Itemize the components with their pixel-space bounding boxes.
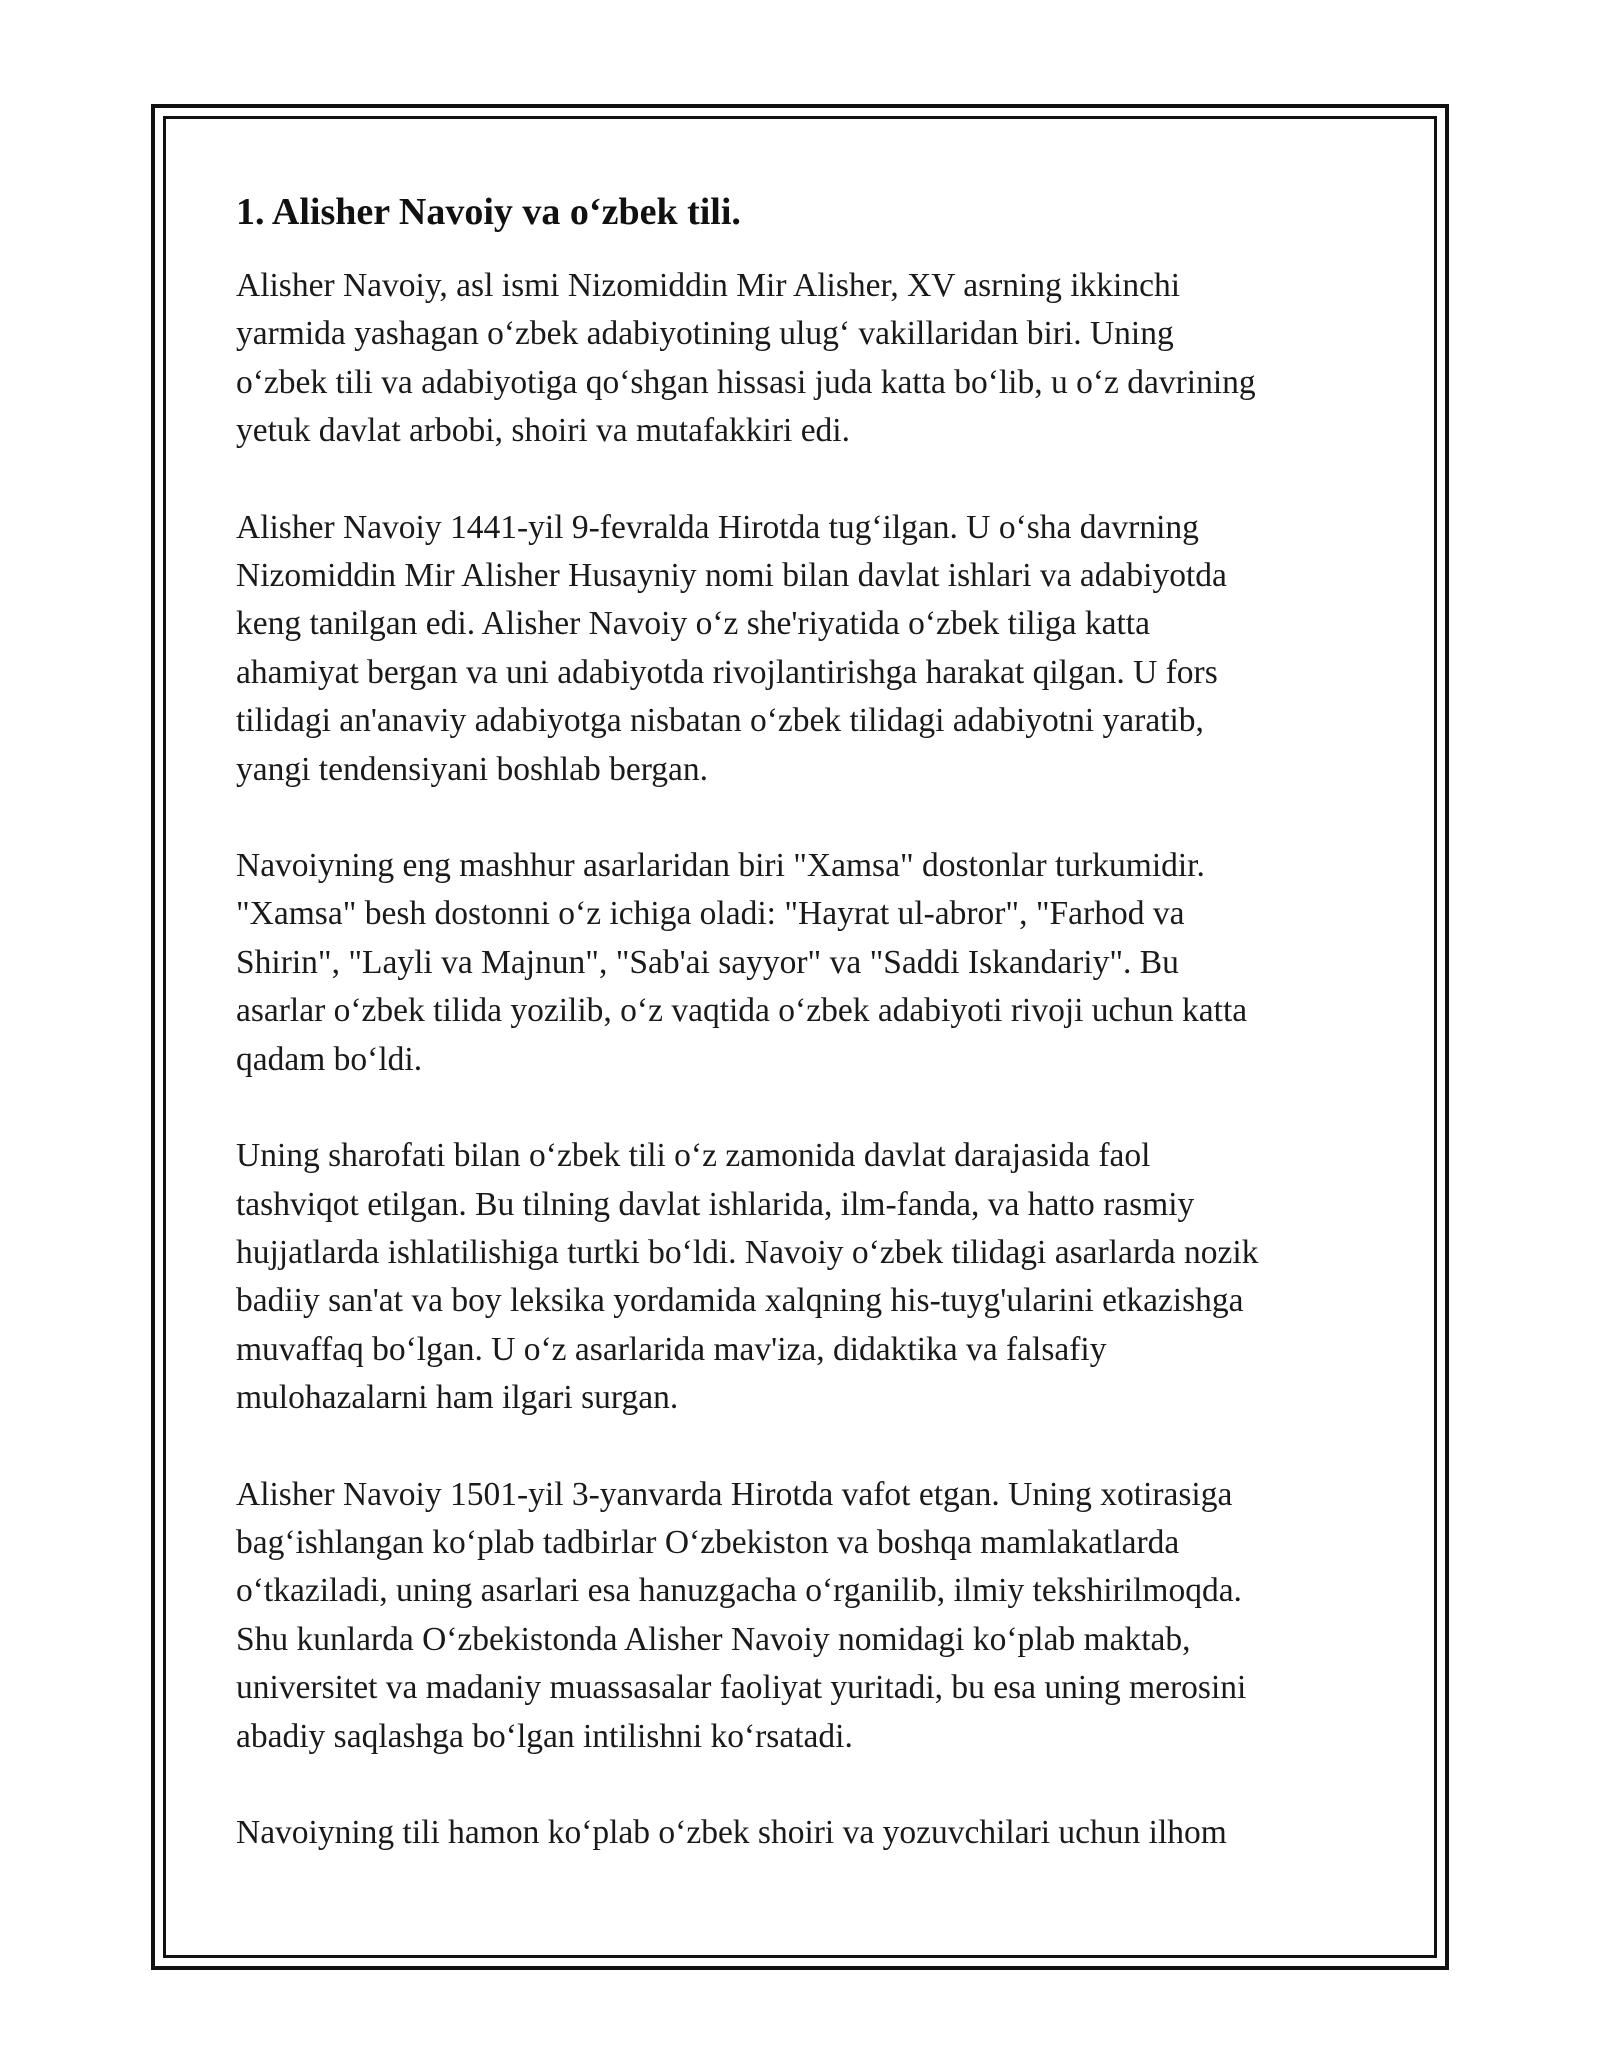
paragraph-legacy: Alisher Navoiy 1501-yil 3-yanvarda Hirotda vafot etgan. Uning xotirasiga bag‘ishlangan ko‘plab tadbirlar O‘zbekiston va boshqa mamlakatlarda o‘tkaziladi, uning asarlari esa hanuzgacha o‘rganilib, ilmiy tekshirilmoqda. Shu kunlarda O‘zbekistonda Alisher Navoiy nomidagi ko‘plab maktab, universitet va madaniy muassasalar faoliyat yuritadi, bu esa uning merosini abadiy saqlashga bo‘lgan intilishni ko‘rsatadi. [236,1475,1247,1755]
paragraph-continuation: Navoiyning tili hamon ko‘plab o‘zbek shoiri va yozuvchilari uchun ilhom [236,1813,1227,1851]
paragraph-language-influence: Uning sharofati bilan o‘zbek tili o‘z zamonida davlat darajasida faol tashviqot etilgan. Bu tilning davlat ishlarida, ilm-fanda, va hatto rasmiy hujjatlarda ishlatilishiga turtki bo‘ldi. Navoiy o‘zbek tilidagi asarlarda nozik badiiy san'at va boy leksika yordamida xalqning his-tuyg'ularini etkazishga muvaffaq bo‘lgan. U o‘z asarlarida mav'iza, didaktika va falsafiy mulohazalarni ham ilgari surgan. [236,1137,1259,1417]
paragraph-birth: Alisher Navoiy 1441-yil 9-fevralda Hirotda tug‘ilgan. U o‘sha davrning Nizomiddin Mir Alisher Husayniy nomi bilan davlat ishlari va adabiyotda keng tanilgan edi. Alisher Navoiy o‘z she'riyatida o‘zbek tiliga katta ahamiyat bergan va uni adabiyotda rivojlantirishga harakat qilgan. U fors tilidagi an'anaviy adabiyotga nisbatan o‘zbek tilidagi adabiyotni yaratib, yangi tendensiyani boshlab bergan. [236,508,1227,788]
paragraph-xamsa: Navoiyning eng mashhur asarlaridan biri "Xamsa" dostonlar turkumidir. "Xamsa" besh dostonni o‘z ichiga oladi: "Hayrat ul-abror", "Farhod va Shirin", "Layli va Majnun", "Sab'ai sayyor" va "Saddi Iskandariy". Bu asarlar o‘zbek tilida yozilib, o‘z vaqtida o‘zbek adabiyoti rivoji uchun katta qadam bo‘ldi. [236,847,1248,1078]
paragraph-intro: Alisher Navoiy, asl ismi Nizomiddin Mir Alisher, XV asrning ikkinchi yarmida yashagan o‘zbek adabiyotining ulug‘ vakillaridan biri. Uning o‘zbek tili va adabiyotiga qo‘shgan hissasi juda katta bo‘lib, u o‘z davrining yetuk davlat arbobi, shoiri va mutafakkiri edi. [236,267,1256,450]
section-heading: 1. Alisher Navoiy va o‘zbek tili. [236,191,741,233]
document-body [236,188,1366,1905]
